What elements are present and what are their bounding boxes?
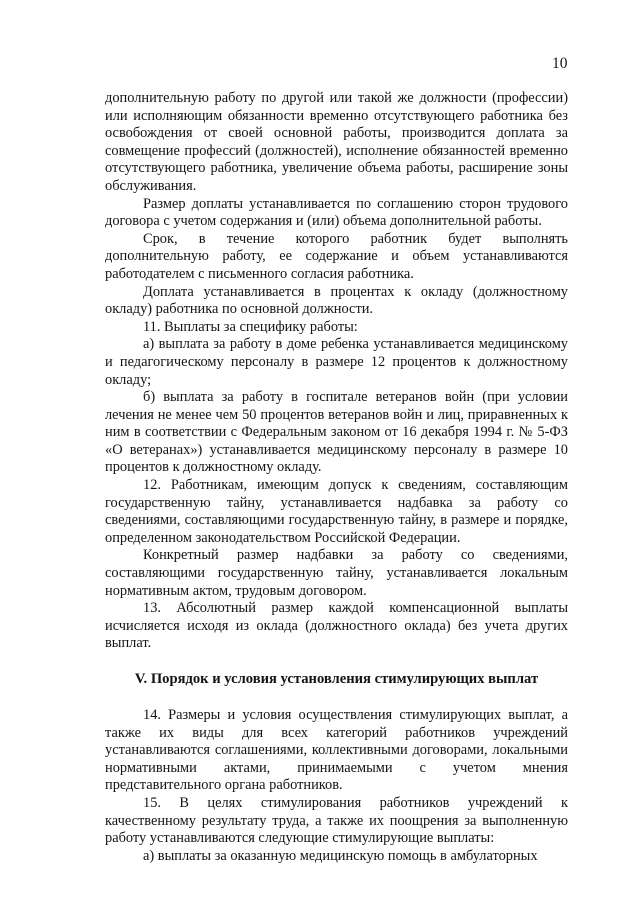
clause-13: 13. Абсолютный размер каждой компенсационной выплаты исчисляется исходя из оклада (должностного оклада) без учета других выплат. [105, 600, 568, 652]
clause-11-heading: 11. Выплаты за специфику работы: [143, 318, 358, 335]
paragraph-term: Срок, в течение которого работник будет выполнять дополнительную работу, ее содержание и объем устанавливаются работодателем с письменного согласия работника. [105, 230, 568, 282]
clause-15: 15. В целях стимулирования работников учреждений к качественному результату труда, а также их поощрения за выполненную работу устанавливаются следующие стимулирующие выплаты: [105, 794, 568, 847]
paragraph-payment-size: Размер доплаты устанавливается по соглашению сторон трудового договора с учетом содержания и (или) объема дополнительной работы. [105, 195, 568, 230]
section-heading: V. Порядок и условия установления стимулирующих выплат [134, 671, 539, 687]
clause-14: 14. Размеры и условия осуществления стимулирующих выплат, а также их виды для всех категорий работников учреждений устанавливаются соглашениями, коллективными договорами, локальными нормативными актами, принимаемыми с учетом мнения представительного органа работников. [105, 707, 568, 794]
clause-11-item-b: б) выплата за работу в госпитале ветеранов войн (при условии лечения не менее чем 50 процентов ветеранов войн и лиц, приравненных к ним в соответствии с Федеральным законом от 16 декабря 1994 г. № 5-ФЗ «О ветеранах») устанавливается медицинскому персоналу в размере 10 процентов к должностному окладу. [105, 389, 568, 476]
document-body [105, 90, 568, 865]
page-number: 10 [552, 55, 568, 72]
clause-11-item-a: а) выплата за работу в доме ребенка устанавливается медицинскому и педагогическому персоналу в размере 12 процентов к должностному окладу; [105, 336, 568, 388]
paragraph-specific-size: Конкретный размер надбавки за работу со сведениями, составляющими государственную тайну, устанавливается локальным нормативным актом, трудовым договором. [105, 547, 568, 599]
clause-15-item-a: а) выплаты за оказанную медицинскую помощь в амбулаторных [143, 847, 538, 864]
paragraph-continuation: дополнительную работу по другой или такой же должности (профессии) или исполняющим обязанности временно отсутствующего работника без освобождения от своей основной работы, производится доплата за совмещение профессий (должностей), исполнение обязанностей временно отсутствующего работника, увеличение объема работы, расширение зоны обслуживания. [105, 90, 568, 194]
paragraph-percentage: Доплата устанавливается в процентах к окладу (должностному окладу) работника по основной должности. [105, 283, 568, 318]
clause-12: 12. Работникам, имеющим допуск к сведениям, составляющим государственную тайну, устанавливается надбавка за работу со сведениями, составляющими государственную тайну, в размере и порядке, определенном законодательством Российской Федерации. [105, 477, 568, 546]
